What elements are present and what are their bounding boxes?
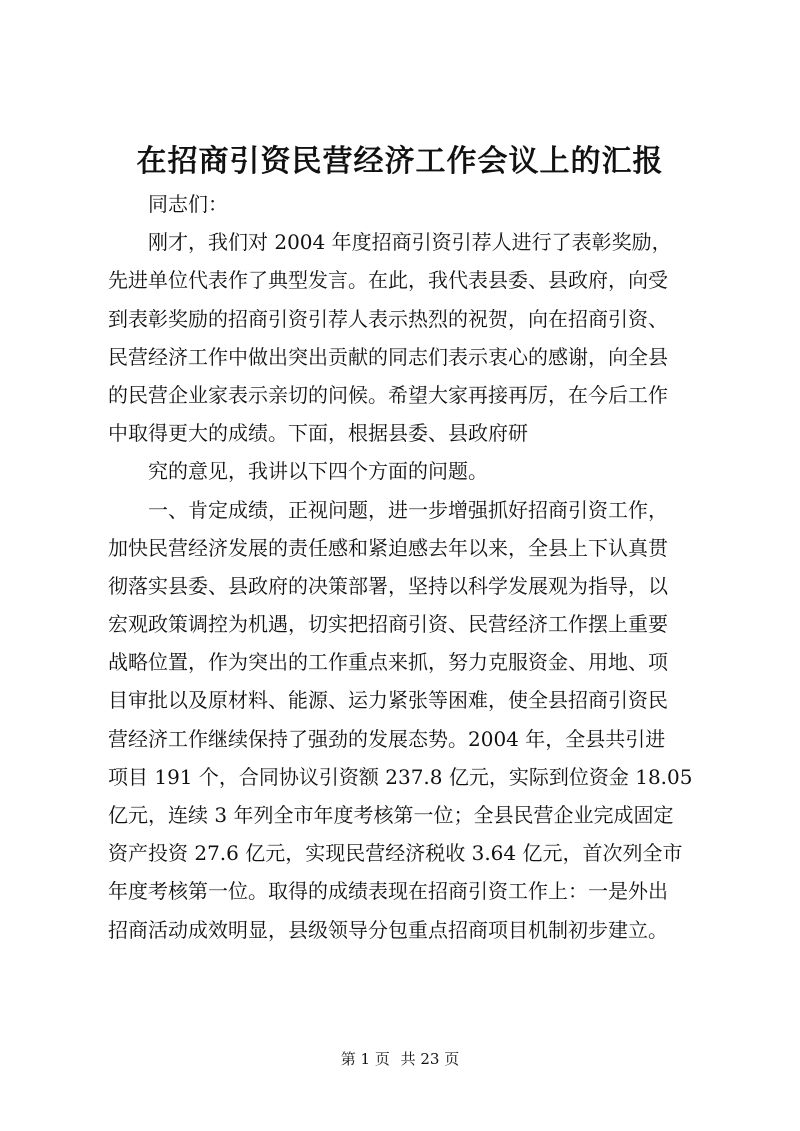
text-line: 目审批以及原材料、能源、运力紧张等困难，使全县招商引资民 xyxy=(108,688,668,713)
text-line: 年度考核第一位。取得的成绩表现在招商引资工作上：一是外出 xyxy=(108,879,668,904)
page-total: 共 23 页 xyxy=(400,1050,460,1068)
page-number: 第 1 页 xyxy=(340,1050,390,1068)
text-line: 究的意见，我讲以下四个方面的问题。 xyxy=(148,459,488,484)
text-line: 彻落实县委、县政府的决策部署，坚持以科学发展观为指导，以 xyxy=(108,573,668,598)
page-footer xyxy=(0,1048,800,1070)
text-line: 加快民营经济发展的责任感和紧迫感去年以来，全县上下认真贯 xyxy=(108,535,668,560)
text-line: 的民营企业家表示亲切的问候。希望大家再接再厉，在今后工作 xyxy=(108,382,668,407)
text-line: 到表彰奖励的招商引资引荐人表示热烈的祝贺，向在招商引资、 xyxy=(108,306,668,331)
text-line: 刚才，我们对 2004 年度招商引资引荐人进行了表彰奖励， xyxy=(148,230,672,255)
text-line: 一、肯定成绩，正视问题，进一步增强抓好招商引资工作， xyxy=(148,497,668,522)
text-line: 资产投资 27.6 亿元，实现民营经济税收 3.64 亿元，首次列全市 xyxy=(108,841,683,866)
text-line: 同志们： xyxy=(148,192,228,216)
document-body xyxy=(108,185,708,949)
text-line: 中取得更大的成绩。下面，根据县委、县政府研 xyxy=(108,421,528,446)
text-line: 招商活动成效明显，县级领导分包重点招商项目机制初步建立。 xyxy=(108,917,668,942)
document-title: 在招商引资民营经济工作会议上的汇报 xyxy=(136,144,664,179)
text-line: 宏观政策调控为机遇，切实把招商引资、民营经济工作摆上重要 xyxy=(108,612,668,637)
text-line: 先进单位代表作了典型发言。在此，我代表县委、县政府，向受 xyxy=(108,268,668,293)
text-line: 营经济工作继续保持了强劲的发展态势。2004 年，全县共引进 xyxy=(108,726,666,751)
text-line: 民营经济工作中做出突出贡献的同志们表示衷心的感谢，向全县 xyxy=(108,344,668,369)
text-line: 亿元，连续 3 年列全市年度考核第一位；全县民营企业完成固定 xyxy=(108,803,674,827)
text-line: 项目 191 个，合同协议引资额 237.8 亿元，实际到位资金 18.05 xyxy=(108,764,693,789)
text-line: 战略位置，作为突出的工作重点来抓，努力克服资金、用地、项 xyxy=(108,650,668,675)
